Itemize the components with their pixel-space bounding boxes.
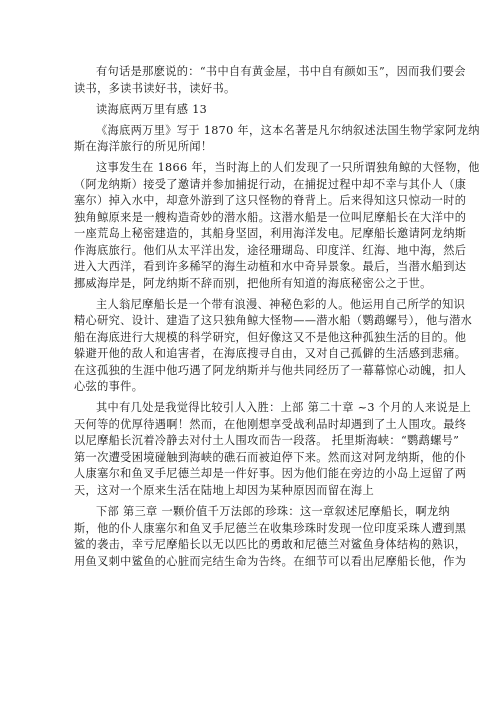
document-body bbox=[74, 64, 480, 570]
text-line: 躲避开他的敌人和追害者，在海底搜寻自由，又对自己孤僻的生活感到悲痛。 bbox=[74, 347, 467, 361]
text-line: 精心研究、设计、建造了这只独角鲸大怪物——潜水船（鹦鹉螺号），他与潜水 bbox=[74, 314, 473, 328]
text-line: 以尼摩船长沉着冷静去对付土人围攻而告一段落。 托里斯海峡：“鹦鹉螺号” bbox=[74, 434, 460, 448]
text-line: 进入大西洋，看到许多稀罕的海生动植和水中奇异景象。最后，当潜水船到达 bbox=[74, 260, 467, 274]
text-line: 读书，多读书读好书，读好书。 bbox=[74, 81, 236, 95]
paragraph-book-intro bbox=[74, 123, 480, 156]
text-line: 挪威海岸是，阿龙纳斯不辞而别，把他所有知道的海底秘密公之于世。 bbox=[74, 276, 432, 290]
text-line: 有句话是那麽说的：“书中自有黄金屋，书中自有颜如玉”，因而我们要会 bbox=[96, 65, 466, 78]
essay-heading bbox=[74, 102, 434, 119]
text-line: 船在海底进行大规模的科学研究，但好像这又不是他这种孤独生活的目的。他 bbox=[74, 330, 467, 344]
text-line: 作海底旅行。他们从太平洋出发，途径珊瑚岛、印度洋、红海、地中海，然后 bbox=[74, 243, 467, 257]
text-line: 在这孤独的生涯中他巧遇了阿龙纳斯并与他共同经历了一幕幕惊心动魄，扣人 bbox=[74, 363, 467, 377]
paragraph-captain-nemo bbox=[74, 297, 473, 396]
text-line: （阿龙纳斯）接受了邀请并参加捕捉行动，在捕捉过程中却不幸与其仆人（康 bbox=[74, 177, 467, 191]
text-line: 主人翁尼摩船长是一个带有浪漫、神秘色彩的人。他运用自己所学的知识 bbox=[96, 297, 466, 311]
text-line: 塞尔）掉入水中，却意外游到了这只怪物的脊背上。后来得知这只惊动一时的 bbox=[74, 194, 467, 208]
text-line: 读海底两万里有感 13 bbox=[96, 102, 208, 116]
text-line: 天何等的优厚待遇啊！然而，在他刚想享受战利品时却遇到了土人围攻。最终 bbox=[74, 417, 467, 431]
text-line: 天，这对一个原来生活在陆地上却因为某种原因而留在海上 bbox=[74, 483, 374, 497]
paragraph-intro bbox=[74, 64, 466, 97]
text-line: 第一次遭受困境碰触到海峡的礁石而被迫停下来。然而这对阿龙纳斯，他的仆 bbox=[74, 450, 467, 464]
text-line: 鲨的袭击，幸亏尼摩船长以无以匹比的勇敢和尼德兰对鲨鱼身体结构的熟识， bbox=[74, 538, 467, 552]
text-line: 其中有几处是我觉得比较引人入胜：上部 第二十章 ~3 个月的人来说是上 bbox=[96, 401, 472, 415]
text-line: 斯，他的仆人康塞尔和鱼叉手尼德兰在收集珍珠时发现一位印度采珠人遭到黑 bbox=[74, 521, 467, 535]
text-line: 《海底两万里》写于 1870 年，这本名著是凡尔纳叙述法国生物学家阿龙纳 bbox=[96, 123, 480, 137]
text-line: 这事发生在 1866 年，当时海上的人们发现了一只所谓独角鲸的大怪物，他 bbox=[96, 161, 480, 175]
paragraph-pearl-chapter bbox=[74, 504, 467, 570]
text-line: 斯在海洋旅行的所见所闻！ bbox=[74, 140, 213, 154]
text-line: 心弦的事件。 bbox=[74, 380, 144, 394]
text-line: 下部 第三章 一颗价值千万法郎的珍珠：这一章叙述尼摩船长，啊龙纳 bbox=[96, 505, 450, 519]
paragraph-highlights bbox=[74, 400, 472, 499]
text-line: 独角鲸原来是一艘构造奇妙的潜水船。这潜水船是一位叫尼摩船长在大洋中的 bbox=[74, 210, 467, 224]
text-line: 用鱼叉刺中鲨鱼的心脏而完结生命为告终。在细节可以看出尼摩船长他，作为 bbox=[74, 554, 467, 568]
text-line: 人康塞尔和鱼叉手尼德兰却是一件好事。因为他们能在旁边的小岛上逗留了两 bbox=[74, 467, 467, 481]
paragraph-story-summary bbox=[74, 160, 480, 292]
text-line: 一座荒岛上秘密建造的，其船身坚固，利用海洋发电。尼摩船长邀请阿龙纳斯 bbox=[74, 227, 467, 241]
